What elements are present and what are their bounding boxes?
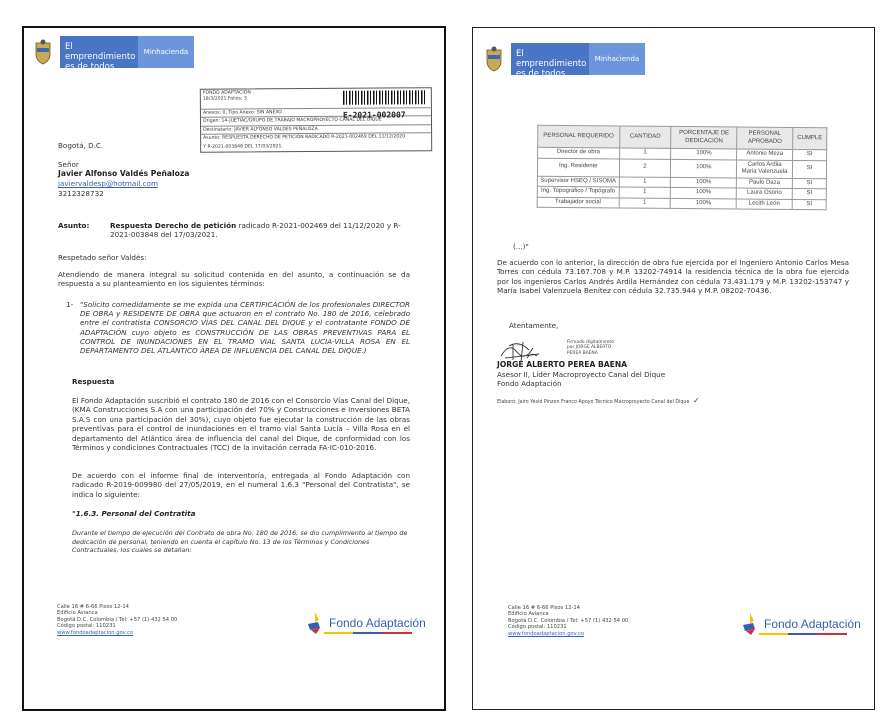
section-heading: "1.6.3. Personal del Contratita: [72, 509, 196, 518]
banner-slogan: [60, 36, 138, 72]
slogan-line-1: El emprendimiento: [65, 42, 136, 62]
address-line-2: Edificio Avianca: [508, 611, 549, 618]
stamp-origen: Origen: 14-JUETIAC/GRUPO DE TRABAJO MACROPROYECTO CANAL DEL DIQUE: [201, 117, 431, 127]
digital-sig-line-1: Firmado digitalmente: [567, 340, 614, 345]
stamp-radicado-number: E-2021-002007: [342, 110, 406, 120]
barcode-icon: [343, 90, 427, 105]
subject-rest: radicado R-2021-002469 del 11/12/2020 y R-2021-003848 del 17/03/2021.: [110, 221, 401, 240]
closing: Atentamente,: [509, 321, 559, 330]
quote-ellipsis: (...)": [513, 242, 529, 251]
footer-address: [57, 604, 177, 636]
ministry-label: Minhacienda: [138, 36, 194, 68]
address-line-2: Edificio Avianca: [57, 610, 98, 617]
stamp-asunto-1: Asunto: RESPUESTA DERECHO DE PETICIÓN RADICADO R-2021-002469 DEL 11/12/2020: [203, 134, 406, 141]
cell-role: Ing. Topográfico / Topógrafo: [537, 186, 619, 197]
stamp-entity: FONDO ADAPTACIÓN: [202, 90, 251, 96]
cell-percentage: 100%: [671, 159, 737, 178]
elaborated-by: [497, 396, 700, 405]
greeting: Respetado señor Valdés:: [58, 253, 147, 262]
col-header-cantidad: CANTIDAD: [619, 126, 671, 148]
section-text: Durante el tiempo de ejecución del Contrato de obra No. 180 de 2016, se dio cumplimiento al tiempo de dedicación de personal, teniendo en cuenta el capítulo No. 13 de los Términos y Condiciones Contractuales, los cuales se detallan:: [72, 529, 408, 555]
fondo-adaptacion-logo: [306, 612, 426, 634]
logo-underline: [324, 632, 412, 634]
initials-check-icon: ✓: [692, 396, 700, 405]
fondo-adaptacion-logo: [741, 613, 861, 635]
item-number: 1-: [66, 300, 74, 309]
col-header-personal-requerido: PERSONAL REQUERIDO: [538, 125, 620, 148]
col-header-personal-aprobado: PERSONAL APROBADO: [737, 127, 793, 149]
fondo-adaptacion-mark-icon: [306, 612, 326, 634]
cell-percentage: 100%: [671, 177, 737, 188]
slogan-line-2: es de todos: [516, 69, 566, 79]
cell-quantity: 1: [619, 187, 671, 198]
signer-organization: Fondo Adaptación: [497, 379, 562, 388]
cell-complies: SI: [793, 149, 827, 160]
conclusion-paragraph: De acuerdo con lo anterior, la dirección de obra fue ejercida por el Ingeniero Antonio Carlos Mesa Torres con cédula 73.167.708 y M.P. 13202-74914 la residencia técnica de la obra fue ejercida por los ingenieros Carlos Andrés Ardila Hernández con cédula 73.431.179 y M.P. 13202-153747 y María Isabel Valenzuela Benítez con cédula 32.735.944 y M.P. 08202-70436.: [497, 258, 849, 296]
recipient-email-link[interactable]: javiervaldesp@hotmail.com: [58, 179, 158, 188]
cell-quantity: 2: [619, 158, 671, 176]
cell-approved: Antonio Meza: [737, 149, 793, 160]
address-line-3: Bogotá D.C. Colombia / Tel: +57 (1) 432 54 00: [508, 617, 629, 624]
document-page-1: [22, 26, 446, 711]
response-paragraph-2: De acuerdo con el informe final de interventoría, entregada al Fondo Adaptación con radicado R-2019-009980 del 27/05/2019, en el numeral 1.6.3 "Personal del Contratista", se indica lo siguiente:: [72, 471, 410, 499]
cell-complies: SI: [792, 178, 826, 189]
stamp-date: 18/3/2021 Folios: 3: [202, 96, 247, 102]
cell-role: Director de obra: [538, 147, 620, 158]
cell-percentage: 100%: [671, 198, 737, 209]
stamp-destinatario: Destinatario: JAVIER ALFONSO VALDES PEÑALOZA: [201, 125, 431, 135]
document-page-2: [472, 27, 875, 710]
website-link[interactable]: www.fondoadaptacion.gov.co: [57, 629, 134, 636]
stamp-header: [201, 88, 431, 110]
slogan-line-1: El emprendimiento: [516, 49, 587, 69]
address-line-3: Bogotá D.C. Colombia / Tel: +57 (1) 432 54 00: [57, 616, 178, 623]
cell-complies: SI: [792, 160, 826, 178]
response-heading: Respuesta: [72, 377, 115, 386]
fondo-adaptacion-mark-icon: [741, 613, 761, 635]
banner-slogan: [511, 43, 589, 79]
response-paragraph-1: El Fondo Adaptación suscribió el contrato 180 de 2016 con el Consorcio Vías Canal del Dique, (KMA Construcciones S.A con una participación del 70% y Construcciones e Inversiones BETA S.A.S con una participación del 30%), cuyo objeto fue ejecutar la construcción de las obras preventivas para el control de inundaciones en el tramo vial Santa Lucía – Villa Rosa en el departamento del Atlántico área de influencia del canal del Dique, de conformidad con los Términos y condiciones Contractuales (TCC) de la invitación cerrada FA-IC-010-2016.: [72, 396, 410, 453]
cell-approved: Carlos Ardila Maria Valenzuela: [737, 159, 793, 177]
address-line-1: Calle 16 # 6-66 Pisos 12-14: [57, 604, 129, 610]
subject-label: Asunto:: [58, 221, 90, 230]
colombia-coat-of-arms-icon: [32, 39, 54, 65]
signer-title: Asesor II, Líder Macroproyecto Canal del Dique: [497, 370, 666, 379]
petition-quote: "Solicito comedidamente se me expida una CERTIFICACIÓN de los profesionales DIRECTOR DE OBRA y RESIDENTE DE OBRA que actuaron en el contrato No. 180 de 2016, celebrado entre el contratista CONSORCIO VÍAS DEL CANAL DEL DIQUE y el contratante FONDO DE ADAPTACIÓN cuyo objeto es CONSTRUCCIÓN DE LAS OBRAS PREVENTIVAS PARA EL CONTROL DE INUNDACIONES EN EL TRAMO VIAL SANTA LUCIA-VILLA ROSA EN EL DEPARTAMENTO DEL ATLÁNTICO ÁREA DE INFLUENCIA DEL CANAL DEL DIQUE.): [80, 300, 410, 356]
fondo-adaptacion-label: Fondo Adaptación: [764, 617, 861, 631]
stamp-anexos-text: Anexos: 0, Tipo Anexo: SIN ANEXO: [202, 110, 282, 116]
stamp-asunto-2: Y R-2021-003848 DEL 17/03/2021.: [203, 143, 283, 150]
cell-complies: SI: [792, 199, 826, 210]
footer-address: [508, 605, 628, 637]
cell-approved: Paulo Daza: [737, 177, 793, 188]
cell-role: Ing. Residente: [537, 158, 619, 177]
cell-quantity: 1: [619, 197, 671, 208]
website-link[interactable]: www.fondoadaptacion.gov.co: [508, 630, 585, 637]
ministry-label: Minhacienda: [589, 43, 645, 75]
slogan-line-2: es de todos: [65, 62, 115, 72]
recipient-phone: 3212328732: [58, 189, 104, 198]
subject-bold: Respuesta Derecho de petición: [110, 221, 237, 230]
cell-quantity: 1: [619, 176, 671, 187]
personnel-table: [537, 125, 828, 211]
cell-role: Trabajador social: [537, 197, 619, 208]
table-row: [537, 197, 826, 210]
address-line-4: Código postal: 110231: [57, 623, 116, 630]
digital-sig-line-3: PEREA BAENA: [567, 350, 598, 356]
address-line-4: Código postal: 110231: [508, 624, 567, 631]
col-header-cumple: CUMPLE: [793, 127, 827, 149]
address-line-1: Calle 16 # 6-66 Pisos 12-14: [508, 605, 580, 611]
logo-underline: [759, 633, 847, 635]
digital-signature-note: [567, 340, 614, 356]
elaborated-by-text: Elaboró: Jairo Yesid Pinzon Franco Apoyo Técnico Macroproyecto Canal del Dique: [497, 400, 690, 405]
gov-header-banner: [32, 36, 194, 72]
recipient-title: Señor: [58, 160, 79, 169]
cell-percentage: 100%: [671, 148, 737, 159]
filing-stamp: [200, 87, 432, 153]
intro-paragraph: Atendiendo de manera integral su solicitud contenida en del asunto, a continuación se da respuesta a su planteamiento en los siguientes términos:: [58, 270, 410, 289]
cell-role: Supervisor HSEQ / SISOMA: [537, 176, 619, 187]
cell-complies: SI: [792, 188, 826, 199]
cell-approved: Laura Osorio: [736, 188, 792, 199]
cell-percentage: 100%: [671, 187, 737, 198]
fondo-adaptacion-label: Fondo Adaptación: [329, 616, 426, 630]
digital-sig-line-2: por JORGE ALBERTO: [567, 345, 612, 351]
col-header-porcentaje: PORCENTAJE DE DEDICACIÓN: [671, 126, 737, 149]
subject-text: [110, 221, 410, 240]
cell-quantity: 1: [619, 148, 671, 159]
cell-approved: Lecith León: [736, 198, 792, 209]
city-date: Bogotá, D.C.: [58, 141, 104, 150]
recipient-name: Javier Alfonso Valdés Peñaloza: [58, 169, 190, 178]
colombia-coat-of-arms-icon: [483, 46, 505, 72]
gov-header-banner: [483, 43, 645, 79]
signer-name: JORGE ALBERTO PEREA BAENA: [497, 360, 628, 369]
table-header-row: [538, 125, 827, 150]
